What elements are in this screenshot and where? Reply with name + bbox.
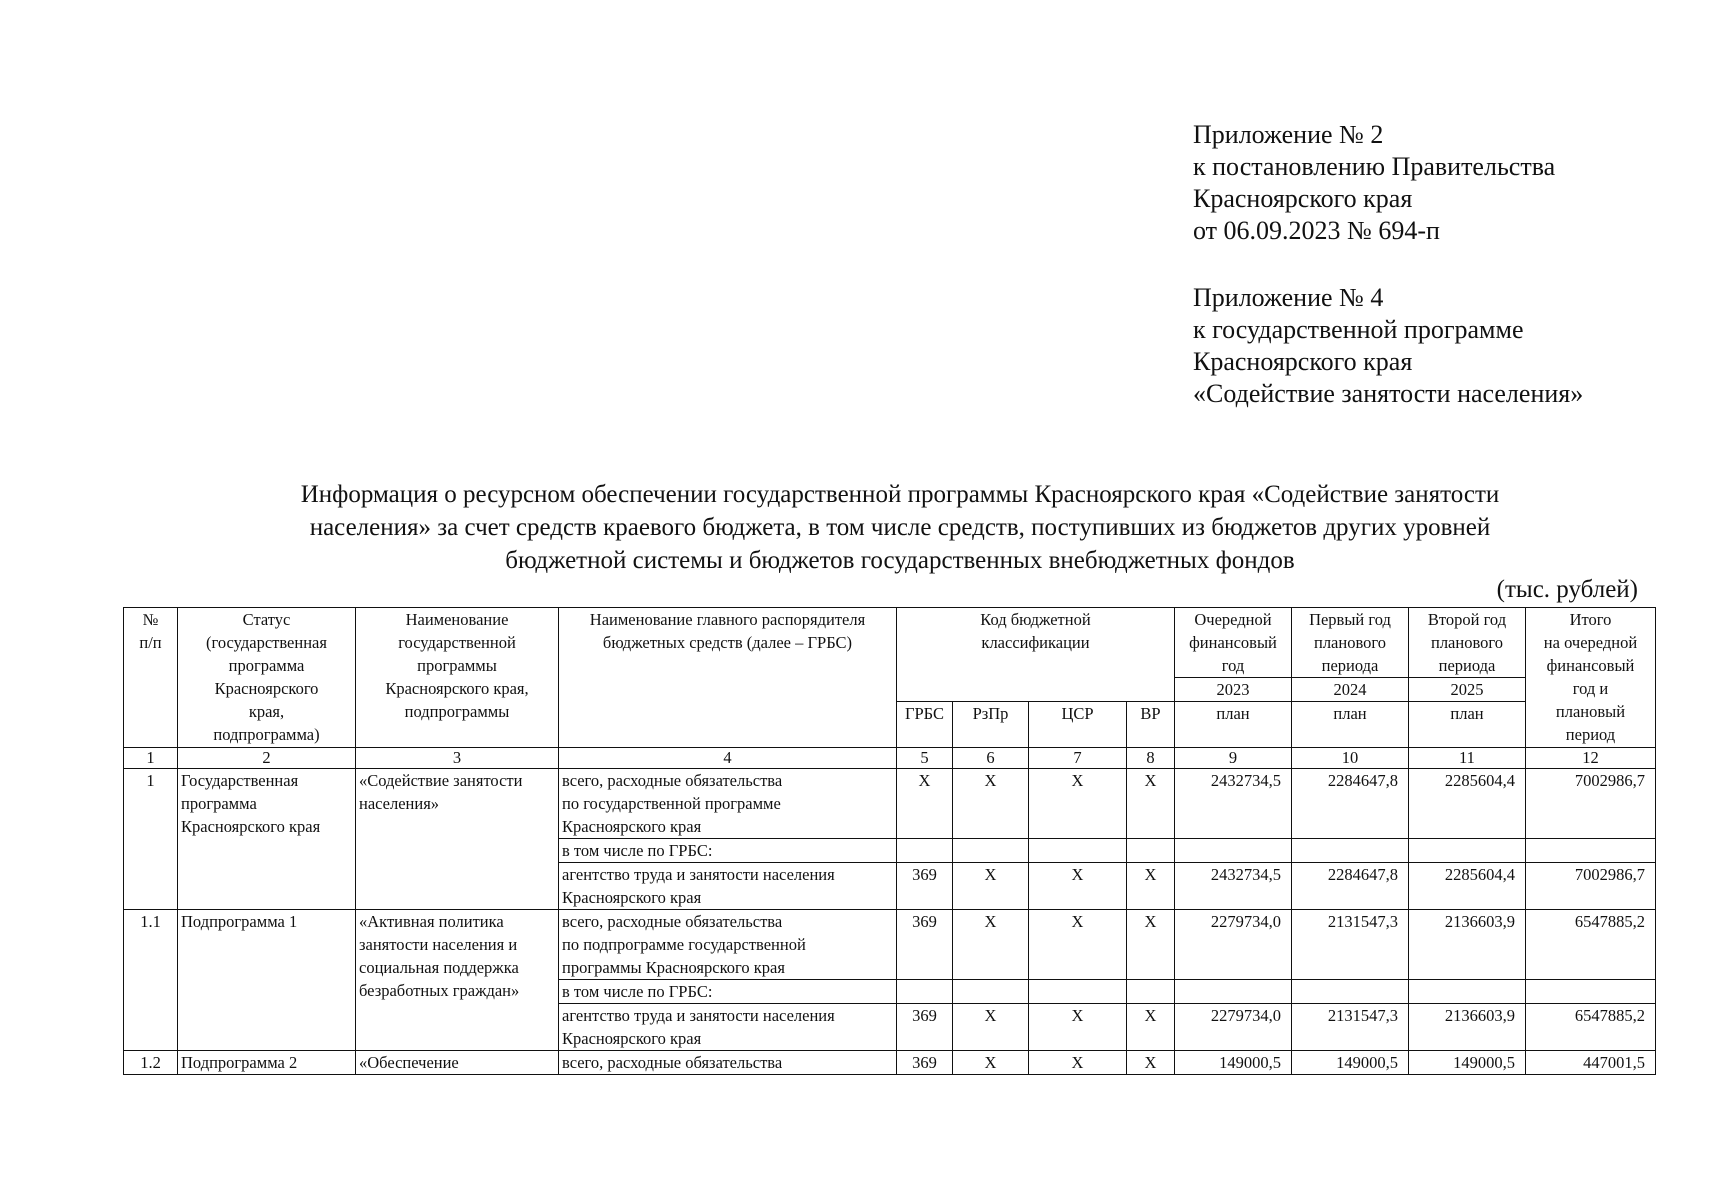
row-program-name: «Содействие занятости населения»	[356, 769, 559, 910]
header-code-rzpr: РзПр	[953, 702, 1029, 748]
value-2025: 2285604,4	[1409, 769, 1526, 839]
annex-4-line: Приложение № 4	[1193, 283, 1384, 312]
value-total	[1526, 839, 1656, 863]
value-2023	[1175, 980, 1292, 1004]
code-rzpr	[953, 980, 1029, 1004]
header-budget-code: Код бюджетной классификации	[897, 608, 1175, 702]
value-total: 447001,5	[1526, 1051, 1656, 1075]
title-line: населения» за счет средств краевого бюджета, в том числе средств, поступивших из бюджетов других уровней	[309, 514, 1491, 541]
value-2025	[1409, 980, 1526, 1004]
header-total: Итого на очередной финансовый год и плановый период	[1526, 608, 1656, 748]
row-num: 1.2	[124, 1051, 178, 1075]
value-2025	[1409, 839, 1526, 863]
header-year-2: Первый год планового периода	[1292, 608, 1409, 678]
header-grbs-name: Наименование главного распорядителя бюджетных средств (далее – ГРБС)	[559, 608, 897, 748]
column-index: 5	[897, 748, 953, 769]
header-code-grbs: ГРБС	[897, 702, 953, 748]
title-line: Информация о ресурсном обеспечении государственной программы Красноярского края «Содействие занятости	[300, 481, 1500, 508]
column-index: 3	[356, 748, 559, 769]
value-2023: 149000,5	[1175, 1051, 1292, 1075]
value-total	[1526, 980, 1656, 1004]
value-total: 7002986,7	[1526, 863, 1656, 910]
value-2024	[1292, 839, 1409, 863]
code-vr: X	[1127, 863, 1175, 910]
value-2024: 2131547,3	[1292, 910, 1409, 980]
header-num: № п/п	[124, 608, 178, 748]
value-2025: 2136603,9	[1409, 910, 1526, 980]
table-row	[124, 1051, 1656, 1075]
annex-4-line: к государственной программе	[1193, 315, 1524, 344]
code-rzpr	[953, 839, 1029, 863]
code-grbs	[897, 839, 953, 863]
row-grbs: агентство труда и занятости населения Красноярского края	[559, 1004, 897, 1051]
code-grbs: 369	[897, 910, 953, 980]
code-csr: X	[1029, 769, 1127, 839]
header-plan: план	[1175, 702, 1292, 748]
row-status: Подпрограмма 2	[178, 1051, 356, 1075]
value-2024: 2284647,8	[1292, 769, 1409, 839]
table-row	[124, 769, 1656, 839]
annex-4-line: Красноярского края	[1193, 347, 1413, 376]
value-2023: 2432734,5	[1175, 863, 1292, 910]
column-index: 11	[1409, 748, 1526, 769]
units-label: (тыс. рублей)	[1496, 576, 1638, 603]
row-status: Государственная программа Красноярского края	[178, 769, 356, 910]
column-index: 9	[1175, 748, 1292, 769]
row-grbs: в том числе по ГРБС:	[559, 980, 897, 1004]
value-total: 6547885,2	[1526, 910, 1656, 980]
code-rzpr: X	[953, 863, 1029, 910]
code-grbs: 369	[897, 1004, 953, 1051]
resource-table	[123, 607, 1656, 1075]
row-program-name: «Активная политика занятости населения и социальная поддержка безработных граждан»	[356, 910, 559, 1051]
value-2023: 2279734,0	[1175, 1004, 1292, 1051]
column-index: 1	[124, 748, 178, 769]
code-rzpr: X	[953, 1051, 1029, 1075]
column-index: 8	[1127, 748, 1175, 769]
row-program-name: «Обеспечение	[356, 1051, 559, 1075]
annex-2-line: Красноярского края	[1193, 184, 1413, 213]
code-csr: X	[1029, 1051, 1127, 1075]
header-code-csr: ЦСР	[1029, 702, 1127, 748]
row-grbs: всего, расходные обязательства по государственной программе Красноярского края	[559, 769, 897, 839]
row-grbs: агентство труда и занятости населения Красноярского края	[559, 863, 897, 910]
header-plan: план	[1409, 702, 1526, 748]
code-csr: X	[1029, 910, 1127, 980]
header-year-2025: 2025	[1409, 678, 1526, 702]
value-2024: 2131547,3	[1292, 1004, 1409, 1051]
code-vr	[1127, 839, 1175, 863]
header-year-2023: 2023	[1175, 678, 1292, 702]
annex-2-line: к постановлению Правительства	[1193, 152, 1556, 181]
value-2025: 2136603,9	[1409, 1004, 1526, 1051]
column-index: 4	[559, 748, 897, 769]
code-rzpr: X	[953, 769, 1029, 839]
header-year-2024: 2024	[1292, 678, 1409, 702]
header-code-vr: ВР	[1127, 702, 1175, 748]
annex-2-line: Приложение № 2	[1193, 120, 1384, 149]
header-year-3: Второй год планового периода	[1409, 608, 1526, 678]
code-vr: X	[1127, 769, 1175, 839]
column-index-row	[124, 748, 1656, 769]
value-2024	[1292, 980, 1409, 1004]
row-grbs: в том числе по ГРБС:	[559, 839, 897, 863]
code-grbs	[897, 980, 953, 1004]
code-csr	[1029, 839, 1127, 863]
value-2024: 149000,5	[1292, 1051, 1409, 1075]
annex-2-line: от 06.09.2023 № 694-п	[1193, 216, 1440, 245]
code-vr	[1127, 980, 1175, 1004]
code-grbs: 369	[897, 863, 953, 910]
column-index: 12	[1526, 748, 1656, 769]
value-2025: 2285604,4	[1409, 863, 1526, 910]
row-num: 1	[124, 769, 178, 910]
code-vr: X	[1127, 1051, 1175, 1075]
value-total: 6547885,2	[1526, 1004, 1656, 1051]
row-grbs: всего, расходные обязательства	[559, 1051, 897, 1075]
annex-4-line: «Содействие занятости населения»	[1193, 379, 1584, 408]
title-line: бюджетной системы и бюджетов государственных внебюджетных фондов	[505, 547, 1295, 574]
code-grbs: X	[897, 769, 953, 839]
code-csr: X	[1029, 1004, 1127, 1051]
value-2023	[1175, 839, 1292, 863]
code-rzpr: X	[953, 910, 1029, 980]
header-status: Статус (государственная программа Красноярского края, подпрограмма)	[178, 608, 356, 748]
column-index: 10	[1292, 748, 1409, 769]
code-rzpr: X	[953, 1004, 1029, 1051]
table-row	[124, 910, 1656, 980]
document-title	[100, 478, 1700, 577]
value-total: 7002986,7	[1526, 769, 1656, 839]
value-2023: 2432734,5	[1175, 769, 1292, 839]
header-program-name: Наименование государственной программы Красноярского края, подпрограммы	[356, 608, 559, 748]
column-index: 2	[178, 748, 356, 769]
header-year-1: Очередной финансовый год	[1175, 608, 1292, 678]
column-index: 7	[1029, 748, 1127, 769]
value-2025: 149000,5	[1409, 1051, 1526, 1075]
column-index: 6	[953, 748, 1029, 769]
value-2023: 2279734,0	[1175, 910, 1292, 980]
row-status: Подпрограмма 1	[178, 910, 356, 1051]
code-vr: X	[1127, 1004, 1175, 1051]
code-vr: X	[1127, 910, 1175, 980]
value-2024: 2284647,8	[1292, 863, 1409, 910]
code-grbs: 369	[897, 1051, 953, 1075]
row-num: 1.1	[124, 910, 178, 1051]
code-csr: X	[1029, 863, 1127, 910]
row-grbs: всего, расходные обязательства по подпрограмме государственной программы Красноярского края	[559, 910, 897, 980]
code-csr	[1029, 980, 1127, 1004]
header-plan: план	[1292, 702, 1409, 748]
annex-4-heading	[1193, 282, 1583, 410]
annex-2-heading	[1193, 119, 1555, 247]
